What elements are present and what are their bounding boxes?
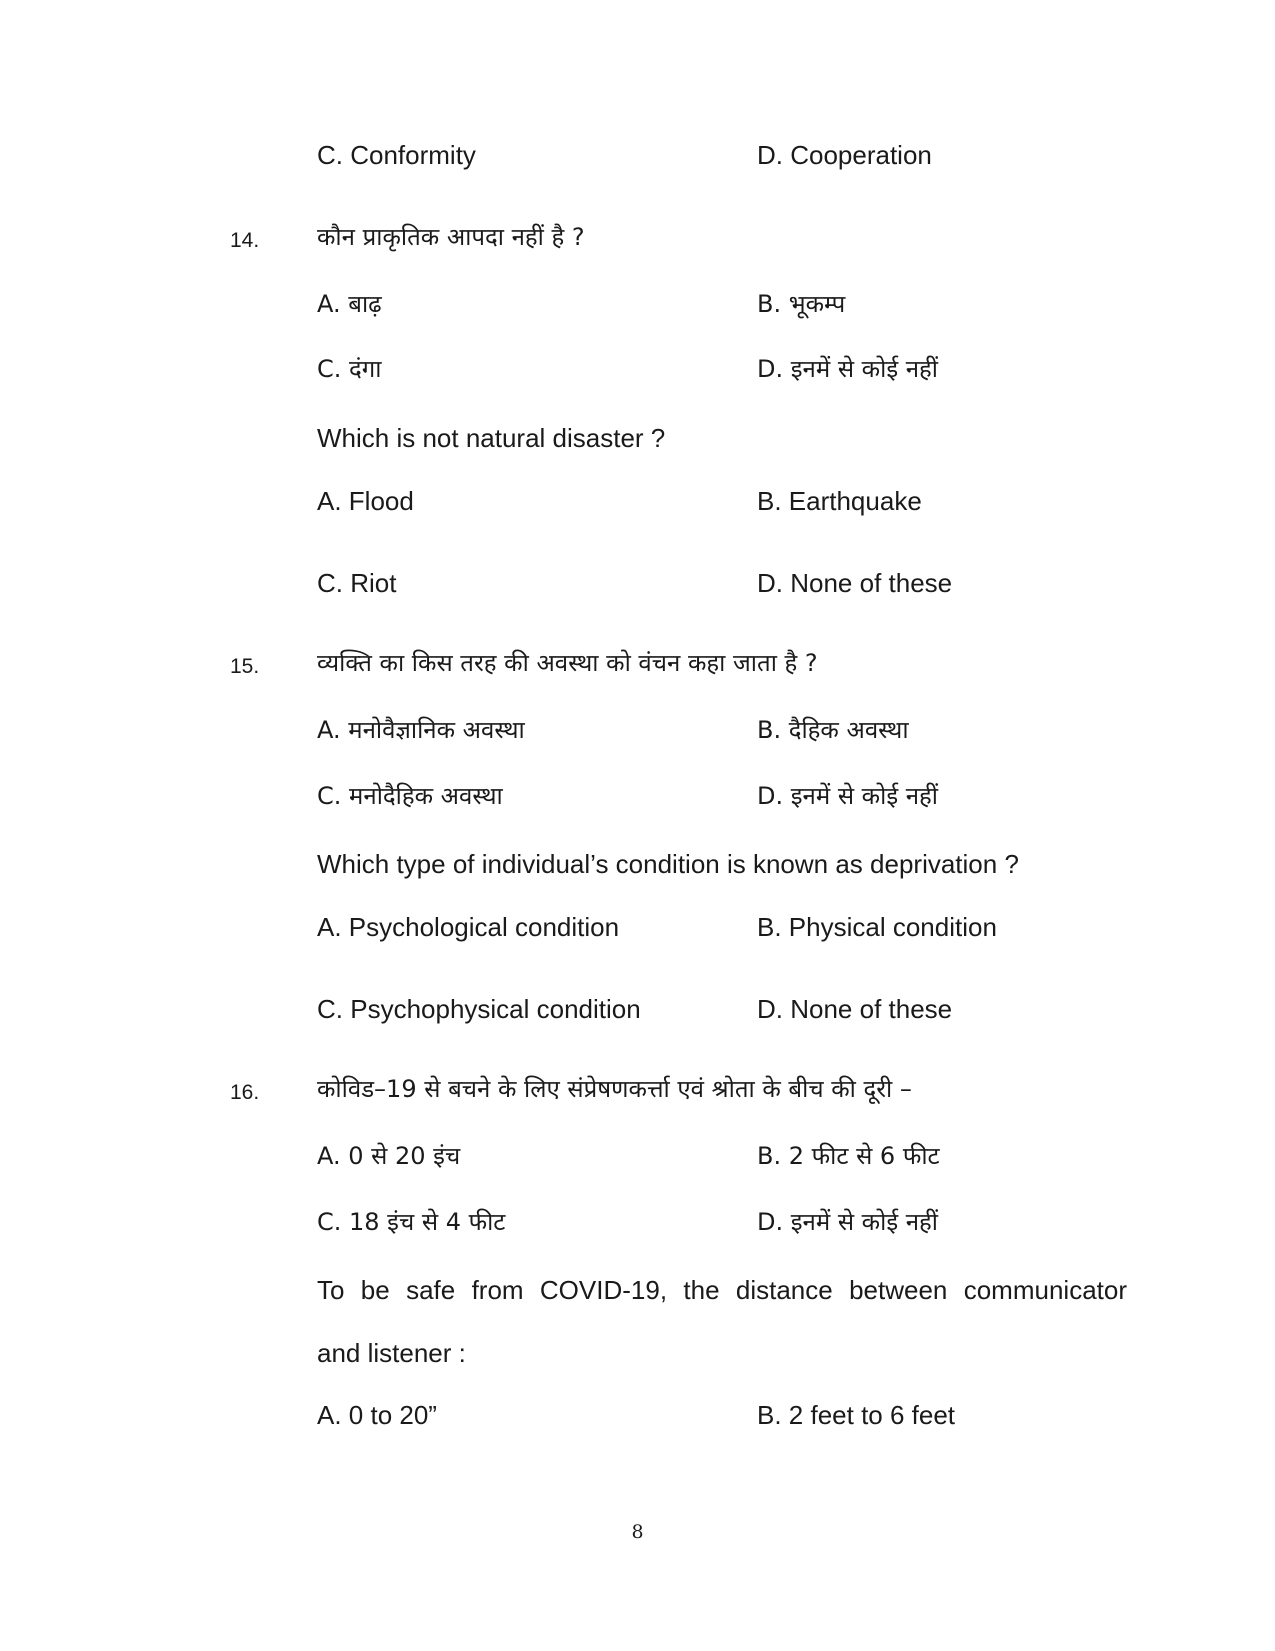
q15-english-option-a: A. Psychological condition xyxy=(317,912,620,942)
q15-english-option-b: B. Physical condition xyxy=(757,912,997,942)
q15-hindi-option-b: B. दैहिक अवस्था xyxy=(757,716,909,744)
question-16-english-line1: To be safe from COVID-19, the distance between communicator xyxy=(317,1275,1127,1305)
question-16-hindi: कोविड–19 से बचने के लिए संप्रेषणकर्त्ता एवं श्रोता के बीच की दूरी – xyxy=(317,1075,912,1103)
option-d-cooperation: D. Cooperation xyxy=(757,140,932,170)
question-number-14: 14. xyxy=(230,229,260,252)
question-number-16: 16. xyxy=(230,1081,260,1104)
q14-english-option-c: C. Riot xyxy=(317,568,397,598)
q16-hindi-option-c: C. 18 इंच से 4 फीट xyxy=(317,1208,506,1236)
question-15-english: Which type of individual’s condition is known as deprivation ? xyxy=(317,849,1019,879)
q16-hindi-option-b: B. 2 फीट से 6 फीट xyxy=(757,1142,940,1170)
question-14-hindi: कौन प्राकृतिक आपदा नहीं है ? xyxy=(317,223,585,251)
question-number-15: 15. xyxy=(230,655,260,678)
q14-hindi-option-b: B. भूकम्प xyxy=(757,290,846,318)
q14-english-option-a: A. Flood xyxy=(317,486,414,516)
q15-english-option-d: D. None of these xyxy=(757,994,953,1024)
q14-english-option-b: B. Earthquake xyxy=(757,486,922,516)
q14-hindi-option-c: C. दंगा xyxy=(317,355,382,383)
q16-english-option-b: B. 2 feet to 6 feet xyxy=(757,1400,956,1430)
q15-hindi-option-a: A. मनोवैज्ञानिक अवस्था xyxy=(317,716,525,744)
q14-hindi-option-a: A. बाढ़ xyxy=(317,290,382,318)
q14-hindi-option-d: D. इनमें से कोई नहीं xyxy=(757,355,939,383)
q15-english-option-c: C. Psychophysical condition xyxy=(317,994,641,1024)
q14-english-option-d: D. None of these xyxy=(757,568,953,598)
q16-english-option-a: A. 0 to 20” xyxy=(317,1400,437,1430)
q15-hindi-option-c: C. मनोदैहिक अवस्था xyxy=(317,782,503,810)
q16-hindi-option-d: D. इनमें से कोई नहीं xyxy=(757,1208,939,1236)
question-15-hindi: व्यक्ति का किस तरह की अवस्था को वंचन कहा जाता है ? xyxy=(317,649,818,677)
q15-hindi-option-d: D. इनमें से कोई नहीं xyxy=(757,782,939,810)
question-14-english: Which is not natural disaster ? xyxy=(317,423,666,453)
page-number: 8 xyxy=(631,1521,644,1543)
q16-hindi-option-a: A. 0 से 20 इंच xyxy=(317,1142,461,1170)
question-16-english-line2: and listener : xyxy=(317,1338,466,1368)
option-c-conformity: C. Conformity xyxy=(317,140,476,170)
